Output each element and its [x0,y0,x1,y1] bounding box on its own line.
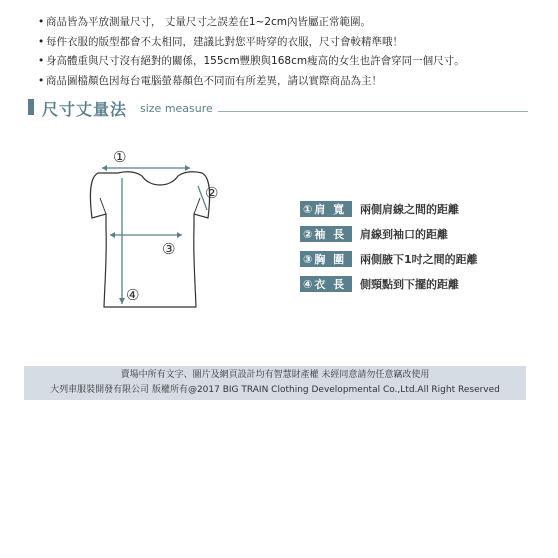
note-item: • 商品圖檔顏色因每台電腦螢幕顏色不同而有所差異，請以實際商品為主！ [38,74,382,87]
heading-bar [28,99,34,115]
copyright-footer [24,366,526,400]
legend-label: ②袖 長 [300,226,352,242]
note-item: • 每件衣服的版型都會不太相同，建議比對您平時穿的衣服，尺寸會較精準哦！ [38,35,403,48]
legend-row [300,196,478,221]
legend-label: ③胸 圍 [300,251,352,267]
legend-desc: 兩側肩線之間的距離 [360,202,459,216]
tshirt-outline [90,172,209,307]
note-item: • 商品皆為平放測量尺寸， 丈量尺寸之誤差在1~2cm內皆屬正常範圍。 [38,16,371,28]
heading-divider [218,111,528,112]
legend-desc: 側頸點到下擺的距離 [360,277,459,291]
legend-label: ①肩 寬 [300,201,352,217]
legend-row [300,271,478,296]
marker-4: ④ [126,286,140,304]
marker-2: ② [205,184,219,202]
legend-desc: 兩側腋下1吋之間的距離 [360,252,478,266]
legend-label: ④衣 長 [300,276,352,292]
tshirt-diagram [70,140,240,320]
footer-notice: 賣場中所有文字、圖片及網頁設計均有智慧財產權 未經同意請勿任意竊改使用 [120,370,430,380]
measure-legend [300,196,478,296]
legend-desc: 肩線到袖口的距離 [360,227,448,241]
notes-list [38,13,548,91]
note-item: • 身高體重與尺寸沒有絕對的關係，155cm豐腴與168cm瘦高的女生也許會穿同一個尺寸。 [38,55,465,67]
footer-copyright: 大列車服裝開發有限公司 版權所有@2017 BIG TRAIN Clothing Developmental Co.,Ltd.All Right Reserved [50,385,500,395]
legend-row [300,246,478,271]
heading-subtitle: size measure [140,102,213,115]
marker-1: ① [113,148,127,166]
legend-row [300,221,478,246]
section-heading [28,97,528,119]
heading-title: 尺寸丈量法 [42,100,128,119]
marker-3: ③ [162,240,176,258]
